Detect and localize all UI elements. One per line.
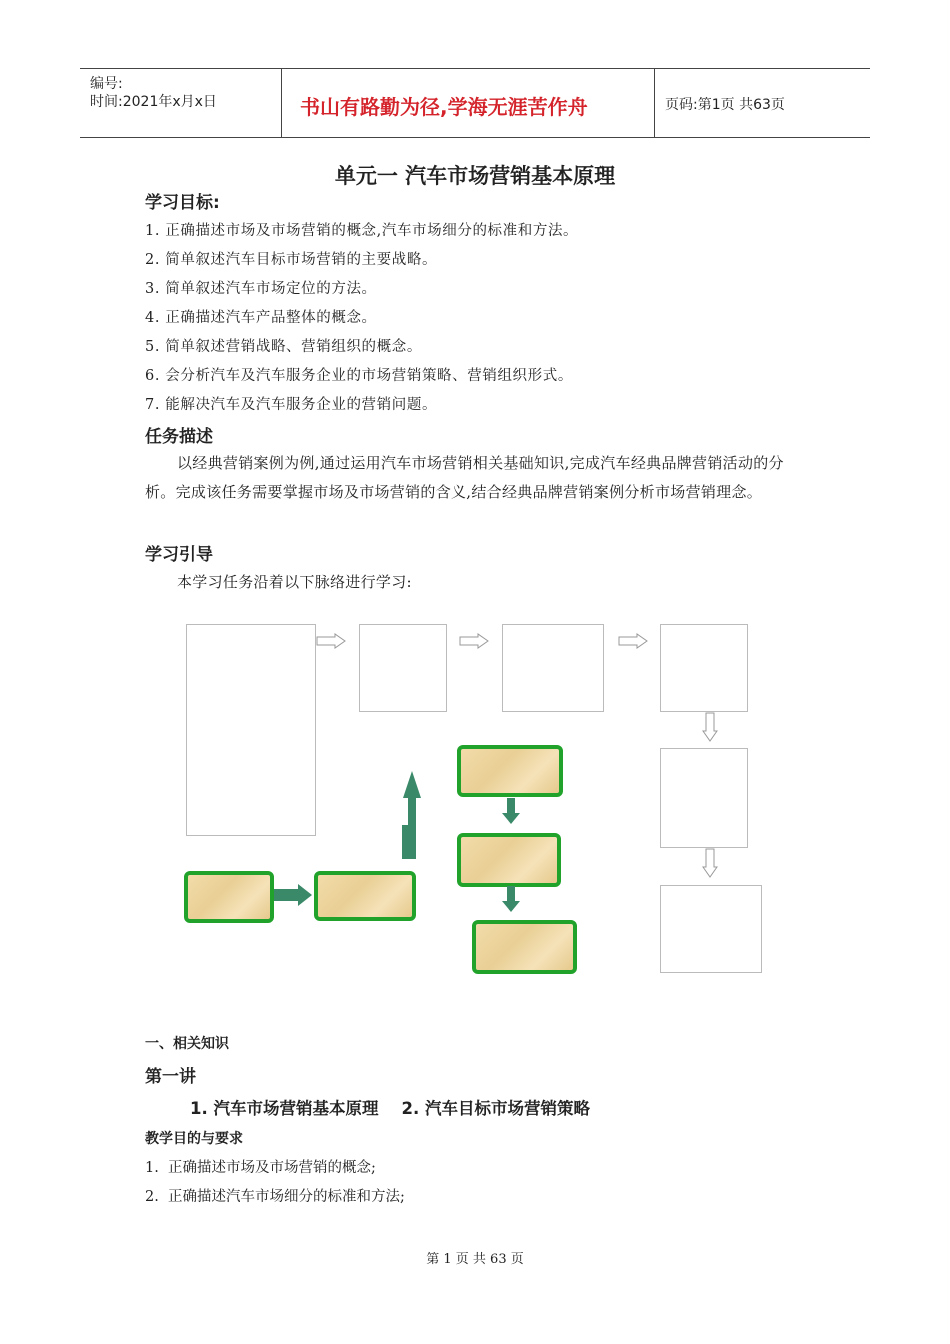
guide-text: 本学习任务沿着以下脉络进行学习: [177, 573, 412, 591]
goals-heading: 学习目标: [145, 193, 220, 213]
arrow-down-icon [501, 885, 521, 913]
flow-box [660, 885, 762, 973]
guide-heading: 学习引导 [145, 545, 213, 565]
divider [281, 69, 282, 137]
flow-box [502, 624, 604, 712]
arrow-right-icon [273, 883, 313, 907]
flow-card [457, 745, 563, 797]
doc-time: 时间:2021年x月x日 [90, 94, 217, 110]
requirement-item: 2. 正确描述汽车市场细分的标准和方法; [145, 1189, 405, 1205]
doc-code-label: 编号: [90, 76, 123, 92]
lecture-heading: 第一讲 [145, 1067, 196, 1087]
flow-box [660, 624, 748, 712]
task-heading: 任务描述 [145, 427, 213, 447]
page-title: 单元一 汽车市场营销基本原理 [334, 164, 616, 188]
flow-card [472, 920, 577, 974]
arrow-right-icon [618, 633, 648, 649]
flow-card [457, 833, 561, 887]
arrow-right-icon [459, 633, 489, 649]
flow-box-main [186, 624, 316, 836]
flow-box [359, 624, 447, 712]
goal-item: 2. 简单叙述汽车目标市场营销的主要战略。 [145, 252, 438, 268]
page-header [80, 68, 870, 138]
flow-card [314, 871, 416, 921]
goal-item: 7. 能解决汽车及汽车服务企业的营销问题。 [145, 397, 438, 413]
goal-item: 6. 会分析汽车及汽车服务企业的市场营销策略、营销组织形式。 [145, 368, 573, 384]
arrow-up-icon [401, 770, 423, 860]
goal-item: 1. 正确描述市场及市场营销的概念,汽车市场细分的标准和方法。 [145, 223, 579, 239]
goal-item: 4. 正确描述汽车产品整体的概念。 [145, 310, 377, 326]
requirements-heading: 教学目的与要求 [145, 1131, 243, 1147]
arrow-right-icon [316, 633, 346, 649]
requirement-item: 1. 正确描述市场及市场营销的概念; [145, 1160, 376, 1176]
goal-item: 5. 简单叙述营销战略、营销组织的概念。 [145, 339, 422, 355]
flow-card [184, 871, 274, 923]
knowledge-heading: 一、相关知识 [145, 1036, 229, 1052]
divider [654, 69, 655, 137]
flow-box [660, 748, 748, 848]
page-footer: 第 1 页 共 63 页 [426, 1252, 524, 1267]
arrow-down-icon [702, 848, 718, 878]
task-text: 以经典营销案例为例,通过运用汽车市场营销相关基础知识,完成汽车经典品牌营销活动的分析。完成该任务需要掌握市场及市场营销的含义,结合经典品牌营销案例分析市场营销理念。 [145, 454, 784, 501]
goal-item: 3. 简单叙述汽车市场定位的方法。 [145, 281, 377, 297]
lecture-topics: 1. 汽车市场营销基本原理 2. 汽车目标市场营销策略 [190, 1099, 590, 1118]
arrow-down-icon [501, 797, 521, 825]
motto: 书山有路勤为径,学海无涯苦作舟 [300, 95, 588, 119]
page-indicator: 页码:第1页 共63页 [665, 97, 785, 113]
arrow-down-icon [702, 712, 718, 742]
